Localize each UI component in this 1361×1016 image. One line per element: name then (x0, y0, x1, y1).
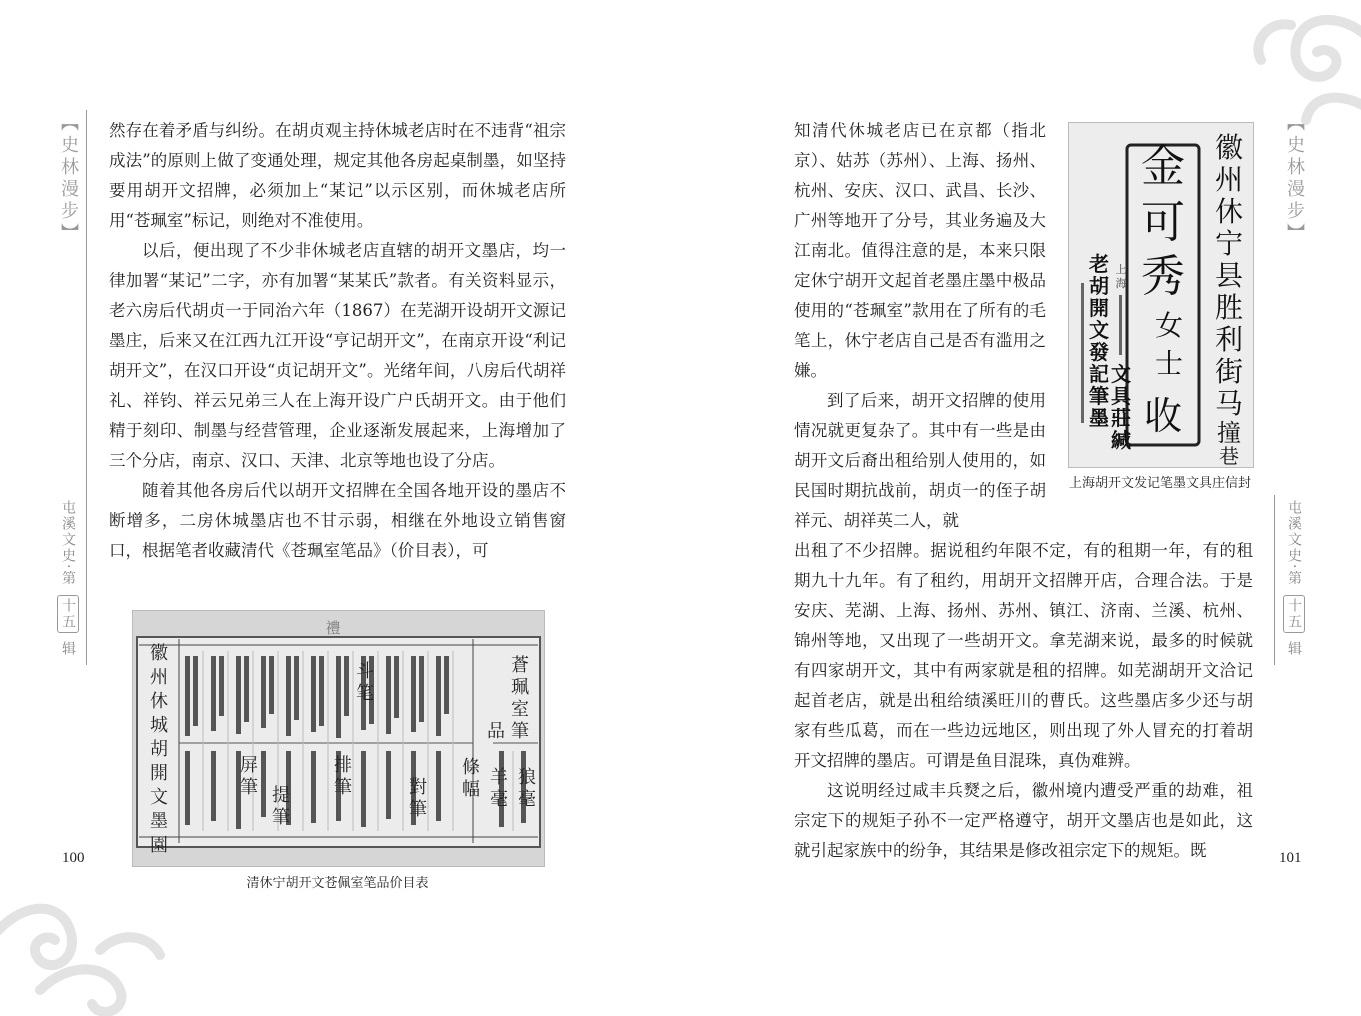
envelope-photo (1068, 122, 1254, 468)
left-margin-rule (86, 110, 87, 665)
price-list-mark: 笔 (356, 683, 374, 704)
price-list-mark: 毫 (518, 789, 536, 810)
price-list-mark: 筆 (334, 777, 352, 798)
envelope-char: 開 (1089, 296, 1109, 320)
envelope-char: 老 (1089, 252, 1109, 276)
column-title: 【史林漫步】 (1284, 113, 1305, 245)
envelope-char: 街 (1214, 355, 1244, 388)
price-list-mark: 休 (150, 691, 168, 712)
right-page (681, 0, 1361, 1016)
figure-caption: 上海胡开文发记笔墨文具庄信封 (1068, 476, 1251, 491)
envelope-char: 秀 (1141, 251, 1185, 302)
price-list-mark: 開 (150, 763, 168, 784)
price-list-mark: 筆 (272, 807, 290, 828)
series-label: 屯溪文史·第 (1286, 500, 1302, 587)
price-list-mark: 提 (272, 785, 290, 806)
right-margin-rule (1274, 495, 1275, 665)
paragraph: 这说明经过咸丰兵燹之后，徽州境内遭受严重的劫难，祖宗定下的规矩子孙不一定严格遵守，胡开文墨店也是如此，这就引起家族中的纷争，其结果是修改祖宗定下的规矩。既 (794, 781, 1253, 860)
price-list-mark: 州 (150, 667, 168, 688)
price-list-mark: 園 (150, 835, 168, 856)
right-side-column-title (1281, 113, 1307, 245)
series-label: 屯溪文史·第 (60, 500, 76, 587)
envelope-char: 士 (1154, 347, 1184, 380)
price-list-mark: 品 (487, 721, 505, 742)
figure-caption: 清休宁胡开文苍佩室笔品价目表 (246, 876, 429, 891)
series-suffix: 辑 (60, 641, 76, 658)
price-list-photo (132, 610, 545, 867)
cloud-ornament (0, 880, 170, 1016)
issue-badge: 十五 (57, 595, 79, 633)
price-list-mark: 狼 (518, 767, 536, 788)
envelope-char: 緘 (1111, 428, 1131, 452)
page-number: 101 (1279, 850, 1302, 866)
price-list-mark: 屏 (240, 755, 258, 776)
envelope-char: 马 (1214, 387, 1244, 420)
price-list-mark: 幅 (462, 779, 480, 800)
column-title: 【史林漫步】 (58, 113, 79, 245)
envelope-char: 文 (1089, 318, 1109, 342)
left-page (0, 0, 680, 1016)
envelope-image (1069, 123, 1253, 467)
envelope-char: 記 (1089, 362, 1109, 386)
price-list-mark: 羊 (490, 767, 508, 788)
paragraph: 随着其他各房后代以胡开文招牌在全国各地开设的墨店不断增多，二房休城墨店也不甘示弱，相继在外地设立销售窗口，根据笔者收藏清代《苍珮室笔品》（价目表），可 (109, 481, 566, 560)
envelope-char: 海 (1115, 277, 1127, 290)
paragraph: 出租了不少招牌。据说租约年限不定，有的租期一年，有的租期九十九年。有了租约，用胡开文招牌开店，合理合法。于是安庆、芜湖、上海、扬州、苏州、镇江、济南、兰溪、杭州、锦州等地，又出现了一些胡开文。拿芜湖来说，最多的时候就有四家胡开文，其中有两家就是租的招牌。如芜湖胡开文洽记起首老店，就是出租给绩溪旺川的曹氏。这些墨店多少还与胡家有些瓜葛，而在一些边远地区，则出现了外人冒充的打着胡开文招牌的墨店。可谓是鱼目混珠，真伪难辨。 (794, 541, 1253, 770)
price-list-mark: 徽 (150, 643, 168, 664)
envelope-char: 利 (1214, 323, 1244, 356)
price-list-mark: 毫 (490, 789, 508, 810)
envelope-char: 女 (1154, 309, 1184, 342)
envelope-char: 金 (1141, 141, 1185, 192)
price-list-mark: 蒼 (511, 655, 529, 676)
price-list-mark: 禮 (325, 619, 341, 637)
envelope-char: 胜 (1214, 291, 1244, 324)
price-list-mark: 胡 (150, 739, 168, 760)
envelope-char: 休 (1214, 195, 1244, 228)
price-list-mark: 條 (462, 757, 480, 778)
price-list-mark: 筆 (511, 721, 529, 742)
left-body-text (109, 116, 566, 566)
envelope-char: 墨 (1089, 406, 1109, 430)
envelope-char: 可 (1141, 197, 1185, 248)
right-body-text-bottom (794, 536, 1253, 866)
left-side-series-label (57, 500, 79, 657)
page-number: 100 (62, 850, 85, 866)
price-list-mark: 文 (150, 787, 168, 808)
price-list-mark: 排 (334, 755, 352, 776)
price-list-mark: 室 (511, 699, 529, 720)
envelope-char: 县 (1214, 259, 1244, 292)
price-list-mark: 對 (409, 777, 427, 798)
paragraph: 然存在着矛盾与纠纷。在胡贞观主持休城老店时在不违背“祖宗成法”的原则上做了变通处理，规定其他各房起桌制墨，如坚持要用胡开文招牌，必须加上“某记”以示区别，而休城老店所用“苍珮室”标记，则绝对不准使用。 (109, 121, 566, 230)
right-side-series-label (1283, 500, 1305, 657)
price-list-mark: 城 (150, 715, 168, 736)
envelope-char: 徽 (1214, 131, 1244, 164)
envelope-char: 巷 (1219, 444, 1239, 467)
paragraph: 到了后来，胡开文招牌的使用情况就更复杂了。其中有一些是由胡开文后裔出租给别人使用的，如民国时期抗战前，胡贞一的侄子胡祥元、胡祥英二人，就 (794, 391, 1046, 530)
envelope-char: 胡 (1089, 274, 1109, 298)
right-body-text-top (794, 116, 1046, 536)
envelope-char: 發 (1089, 340, 1109, 364)
paragraph: 以后，便出现了不少非休城老店直辖的胡开文墨店，均一律加署“某记”二字，亦有加署“某某氏”款者。有关资料显示，老六房后代胡贞一于同治六年（1867）在芜湖开设胡开文源记墨庄，后来又在江西九江开设“亨记胡开文”，在南京开设“利记胡开文”，在汉口开设“贞记胡开文”。光绪年间，八房后代胡祥礼、祥钧、祥云兄弟三人在上海开设广户氏胡开文。由于他们精于刻印、制墨与经营管理，企业逐渐发展起来，上海增加了三个分店，南京、汉口、天津、北京等地也设了分店。 (109, 241, 566, 470)
envelope-char: 收 (1143, 394, 1183, 438)
price-list-mark: 斗 (356, 661, 374, 682)
envelope-char: 筆 (1089, 384, 1109, 408)
left-side-column-title (55, 113, 81, 245)
price-list-mark: 墨 (150, 811, 168, 832)
envelope-char: 莊 (1111, 406, 1131, 430)
envelope-char: 上 (1115, 263, 1127, 276)
envelope-char: 文 (1111, 362, 1131, 386)
paragraph: 知清代休城老店已在京都（指北京）、姑苏（苏州）、上海、扬州、杭州、安庆、汉口、武昌、长沙、广州等地开了分号，其业务遍及大江南北。值得注意的是，本来只限定休宁胡开文起首老墨庄墨中极品使用的“苍珮室”款用在了所有的毛笔上，休宁老店自己是否有滥用之嫌。 (794, 121, 1046, 380)
issue-badge: 十五 (1283, 595, 1305, 633)
envelope-char: 具 (1111, 384, 1131, 408)
price-list-mark: 筆 (240, 777, 258, 798)
envelope-char: 宁 (1214, 227, 1244, 260)
envelope-char: 撞 (1217, 419, 1241, 447)
price-list-mark: 筆 (409, 799, 427, 820)
series-suffix: 辑 (1286, 641, 1302, 658)
envelope-char: 州 (1214, 163, 1244, 196)
price-list-image (133, 611, 544, 866)
price-list-mark: 珮 (511, 677, 529, 698)
